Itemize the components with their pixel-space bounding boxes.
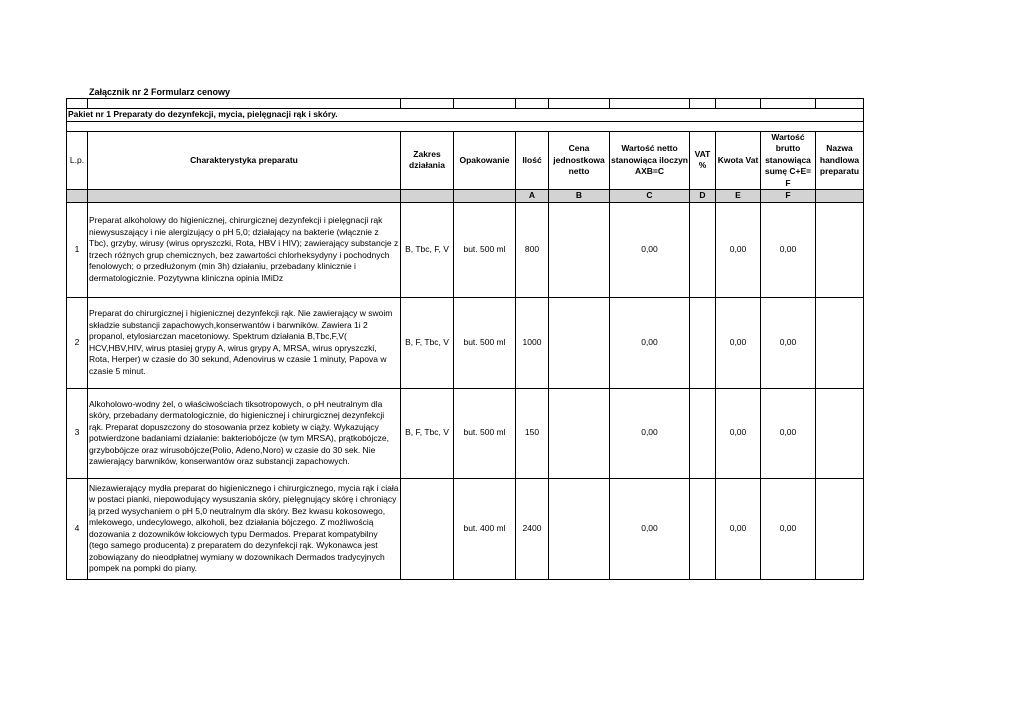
row-wartosc-netto: 0,00 [610, 478, 690, 579]
row-brutto: 0,00 [761, 478, 816, 579]
letter-cell [816, 190, 864, 203]
spacer-row [67, 99, 864, 109]
letter-cell [88, 190, 401, 203]
row-vat[interactable] [690, 202, 716, 297]
row-lp: 4 [67, 478, 88, 579]
row-zakres [401, 478, 454, 579]
table-row [67, 388, 864, 478]
row-description: Niezawierający mydła preparat do higienicznego i chirurgicznego, mycia rąk i ciała w postaci pianki, niepowodujący wysuszania skóry, pielęgnujący skórę i chroniący ją przed wysychaniem o pH 5,0 neutralnym dla skóry. Bez kwasu kokosowego, mlekowego, undecylowego, alkoholi, bez działania bójczego. Z możliwością dozowania z dozowników łokciowych typu Dermados. Preparat kompatybilny (tego samego producenta) z preparatem do dezynfekcji rąk. Wykonawca jest zobowiązany do nieodpłatnej wymiany w dozownikach Dermados tradycyjnych pompek na pompki do piany. [88, 478, 401, 579]
header-lp: L.p. [67, 131, 88, 190]
letter-cell: C [610, 190, 690, 203]
header-zakres: Zakres działania [401, 131, 454, 190]
row-kwota-vat: 0,00 [716, 297, 761, 388]
letter-cell: E [716, 190, 761, 203]
header-kwota-vat: Kwota Vat [716, 131, 761, 190]
row-zakres: B, F, Tbc, V [401, 297, 454, 388]
row-cena[interactable] [549, 202, 610, 297]
package-title: Pakiet nr 1 Preparaty do dezynfekcji, mycia, pielęgnacji rąk i skóry. [67, 109, 864, 122]
row-brutto: 0,00 [761, 202, 816, 297]
row-vat[interactable] [690, 478, 716, 579]
row-wartosc-netto: 0,00 [610, 297, 690, 388]
row-vat[interactable] [690, 388, 716, 478]
row-cena[interactable] [549, 478, 610, 579]
row-zakres: B, Tbc, F, V [401, 202, 454, 297]
header-row [67, 131, 864, 190]
row-vat[interactable] [690, 297, 716, 388]
row-lp: 3 [67, 388, 88, 478]
row-nazwa[interactable] [816, 297, 864, 388]
header-nazwa: Nazwa handlowa preparatu [816, 131, 864, 190]
letter-cell: F [761, 190, 816, 203]
row-opakowanie: but. 500 ml [454, 202, 516, 297]
row-zakres: B, F, Tbc, V [401, 388, 454, 478]
letter-cell: A [516, 190, 549, 203]
row-kwota-vat: 0,00 [716, 202, 761, 297]
table-row [67, 202, 864, 297]
letters-row [67, 190, 864, 203]
header-ilosc: Ilość [516, 131, 549, 190]
row-ilosc: 2400 [516, 478, 549, 579]
header-wartosc-brutto: Wartość brutto stanowiąca sumę C+E= F [761, 131, 816, 190]
row-ilosc: 150 [516, 388, 549, 478]
price-table [66, 98, 864, 580]
row-brutto: 0,00 [761, 297, 816, 388]
row-wartosc-netto: 0,00 [610, 202, 690, 297]
row-opakowanie: but. 500 ml [454, 297, 516, 388]
letter-cell [454, 190, 516, 203]
row-nazwa[interactable] [816, 388, 864, 478]
row-ilosc: 1000 [516, 297, 549, 388]
letter-cell: B [549, 190, 610, 203]
row-opakowanie: but. 500 ml [454, 388, 516, 478]
row-opakowanie: but. 400 ml [454, 478, 516, 579]
letter-cell: D [690, 190, 716, 203]
row-nazwa[interactable] [816, 202, 864, 297]
row-description: Preparat alkoholowy do higienicznej, chirurgicznej dezynfekcji i pielęgnacji rąk niewysuszający i nie alergizujący o pH 5,0; działający na bakterie (włącznie z Tbc), grzyby, wirusy (wirus opryszczki, Rota, HBV i HIV); zawierający substancje z trzech różnych grup chemicznych, bez zawartości chlorheksydyny i pochodnych fenolowych; o przedłużonym (min 3h) działaniu, przebadany klinicznie i dermatologicznie. Pozytywna kliniczna opinia IMiDz [88, 202, 401, 297]
row-cena[interactable] [549, 297, 610, 388]
header-wartosc-netto: Wartość netto stanowiąca iloczyn AXB=C [610, 131, 690, 190]
row-cena[interactable] [549, 388, 610, 478]
row-nazwa[interactable] [816, 478, 864, 579]
header-opakowanie: Opakowanie [454, 131, 516, 190]
row-kwota-vat: 0,00 [716, 478, 761, 579]
document-title: Załącznik nr 2 Formularz cenowy [89, 87, 231, 97]
row-description: Alkoholowo-wodny żel, o właściwościach tiksotropowych, o pH neutralnym dla skóry, przebadany dermatologicznie, do higienicznej i chirurgicznej dezynfekcji rąk. Preparat dopuszczony do stosowania przez kobiety w ciąży. Wykazujący potwierdzone badaniami działanie: bakteriobójcze (w tym MRSA), prątkobójcze, grzybobójcze oraz wirusobójcze(Polio, Adeno,Noro) w czasie do 30 sek. Nie zawierający barwników, konserwantów oraz substancji zapachowych. [88, 388, 401, 478]
letter-cell [401, 190, 454, 203]
row-lp: 2 [67, 297, 88, 388]
header-cena: Cena jednostkowa netto [549, 131, 610, 190]
row-kwota-vat: 0,00 [716, 388, 761, 478]
row-description: Preparat do chirurgicznej i higienicznej dezynfekcji rąk. Nie zawierający w swoim składzie substancji zapachowych,konserwantów i barwników. Zawiera 1i 2 propanol, etylosiarczan macetoniowy. Spektrum działania B,Tbc,F,V( HCV,HBV,HIV, wirus ptasiej grypy A, wirus grypy A, MRSA, wirus opryszczki, Rota, Herper) w czasie do 30 sekund, Adenovirus w czasie 1 minuty, Papova w czasie 5 minut. [88, 297, 401, 388]
header-vat: VAT % [690, 131, 716, 190]
spacer-row [67, 121, 864, 131]
table-row [67, 297, 864, 388]
package-row [67, 109, 864, 122]
table-row [67, 478, 864, 579]
row-ilosc: 800 [516, 202, 549, 297]
header-charakterystyka: Charakterystyka preparatu [88, 131, 401, 190]
row-brutto: 0,00 [761, 388, 816, 478]
row-lp: 1 [67, 202, 88, 297]
row-wartosc-netto: 0,00 [610, 388, 690, 478]
letter-cell [67, 190, 88, 203]
